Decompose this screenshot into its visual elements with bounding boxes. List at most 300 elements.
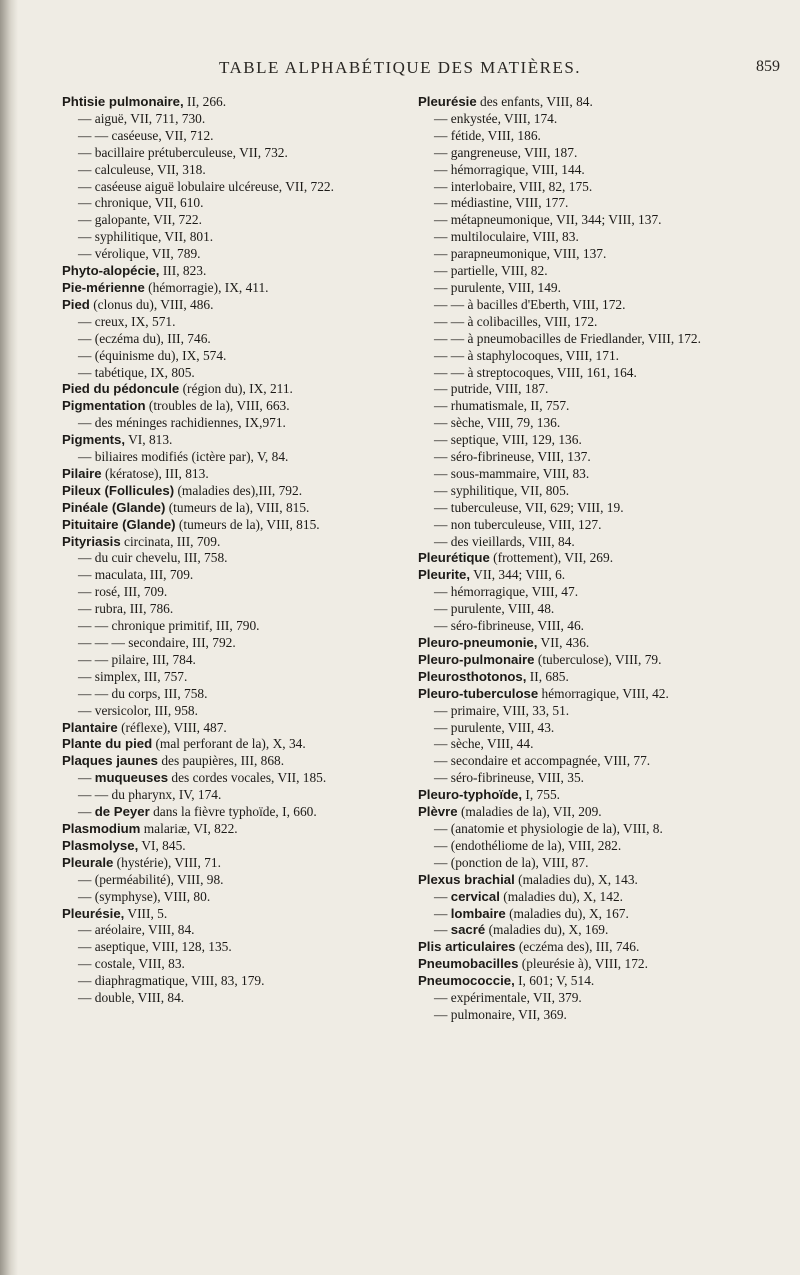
subentry-text: métapneumonique, VII, 344; VIII, 137.	[450, 212, 662, 228]
subentry-dash: —	[434, 499, 448, 515]
entry-term: Pinéale (Glande)	[62, 499, 166, 515]
subentry-dash: —	[434, 753, 448, 769]
subentry-text: putride, VIII, 187.	[450, 381, 549, 397]
entry-reference: (pleurésie à), VIII, 172.	[518, 956, 648, 972]
index-entry	[62, 838, 392, 855]
index-subentry	[418, 922, 748, 939]
entry-reference: VII, 436.	[537, 635, 590, 650]
subentry-dash: —	[434, 601, 448, 617]
index-subentry	[418, 162, 748, 179]
entry-term: Pleurosthotonos,	[418, 668, 527, 684]
index-subentry	[62, 550, 392, 567]
index-subentry	[418, 990, 748, 1007]
index-entry	[62, 280, 392, 297]
subentry-text: primaire, VIII, 33, 51.	[450, 702, 570, 718]
index-entry	[418, 669, 748, 686]
subentry-dash: —	[434, 144, 448, 160]
subentry-term: sacré	[450, 922, 486, 938]
subentry-dash: —	[434, 465, 448, 481]
entry-reference: VII, 344; VIII, 6.	[470, 567, 566, 583]
subentry-text: secondaire et accompagnée, VIII, 77.	[450, 753, 651, 769]
subentry-dash: —	[78, 364, 92, 380]
entry-term: Plantaire	[62, 719, 118, 735]
subentry-text: (maladies du), X, 167.	[505, 905, 629, 921]
subentry-text: gangreneuse, VIII, 187.	[450, 144, 578, 160]
entry-reference: des enfants, VIII, 84.	[476, 94, 593, 109]
subentry-text: pulmonaire, VII, 369.	[450, 1006, 567, 1022]
subentry-text: à staphylocoques, VIII, 171.	[467, 347, 619, 363]
subentry-text: (endothéliome de la), VIII, 282.	[450, 837, 622, 853]
subentry-text: à bacilles d'Eberth, VIII, 172.	[467, 296, 626, 312]
index-subentry	[418, 432, 748, 449]
subentry-text: simplex, III, 757.	[94, 668, 188, 684]
entry-term: Pleurétique	[418, 550, 490, 566]
subentry-dash: —	[434, 432, 448, 448]
index-subentry	[62, 922, 392, 939]
entry-term: Pleurésie,	[62, 905, 125, 921]
subentry-text: du cuir chevelu, III, 758.	[94, 550, 228, 566]
entry-reference: (kératose), III, 813.	[101, 465, 209, 481]
entry-reference: (frottement), VII, 269.	[489, 550, 614, 566]
entry-reference: hémorragique, VIII, 42.	[538, 685, 669, 701]
entry-reference: (tuberculose), VIII, 79.	[534, 651, 662, 667]
subentry-text: dans la fièvre typhoïde, I, 660.	[149, 804, 317, 820]
entry-reference: III, 823.	[159, 263, 207, 279]
subentry-text: bacillaire prétuberculeuse, VII, 732.	[94, 144, 288, 160]
subentry-dash: —	[78, 601, 92, 617]
subentry-text: biliaires modifiés (ictère par), V, 84.	[94, 449, 289, 465]
index-subentry	[62, 770, 392, 787]
index-subentry	[418, 449, 748, 466]
index-subentry	[62, 601, 392, 618]
entry-reference: (troubles de la), VIII, 663.	[145, 398, 290, 414]
subentry-dash: —	[78, 161, 92, 177]
entry-term: Pied du pédoncule	[62, 381, 180, 397]
subentry-text: du pharynx, IV, 174.	[111, 787, 222, 803]
subentry-text: sèche, VIII, 44.	[450, 736, 534, 752]
subentry-dash: —	[434, 618, 448, 634]
index-subentry	[62, 618, 392, 635]
entry-term: Pituitaire (Glande)	[62, 516, 176, 532]
subentry-text: aréolaire, VIII, 84.	[94, 922, 195, 938]
entry-reference: VIII, 5.	[124, 905, 168, 921]
subentry-dash: —	[78, 804, 92, 820]
entry-term: Pneumococcie,	[418, 973, 515, 989]
entry-reference: (mal perforant de la), X, 34.	[152, 736, 306, 752]
index-subentry	[62, 872, 392, 889]
subentry-dash: —	[434, 178, 448, 194]
subentry-text: séro-fibrineuse, VIII, 35.	[450, 770, 584, 786]
index-subentry	[418, 179, 748, 196]
entry-reference: (tumeurs de la), VIII, 815.	[175, 516, 320, 532]
entry-reference: (eczéma des), III, 746.	[515, 939, 640, 955]
index-subentry	[62, 584, 392, 601]
entry-term: Plasmodium	[62, 820, 141, 836]
entry-term: Pleurale	[62, 854, 114, 870]
subentry-dash: —	[78, 347, 92, 363]
index-subentry	[62, 246, 392, 263]
index-subentry	[418, 111, 748, 128]
index-subentry	[418, 246, 748, 263]
entry-term: Pigments,	[62, 432, 126, 448]
subentry-dash: —	[434, 719, 448, 735]
subentry-dash: —	[78, 415, 92, 431]
index-subentry	[418, 736, 748, 753]
index-subentry	[62, 229, 392, 246]
entry-reference: (hémorragie), IX, 411.	[144, 279, 269, 295]
index-entry	[62, 753, 392, 770]
subentry-text: (symphyse), VIII, 80.	[94, 888, 211, 904]
entry-term: Phyto-alopécie,	[62, 263, 160, 279]
subentry-term: muqueuses	[94, 770, 169, 786]
index-entry	[418, 956, 748, 973]
subentry-text: (anatomie et physiologie de la), VIII, 8.	[450, 820, 663, 836]
subentry-text: hémorragique, VIII, 47.	[450, 584, 579, 600]
index-subentry	[62, 686, 392, 703]
index-subentry	[62, 939, 392, 956]
subentry-dash: — —	[78, 787, 109, 803]
subentry-text: (maladies du), X, 142.	[499, 888, 623, 904]
index-subentry	[418, 297, 748, 314]
entry-term: Pileux (Follicules)	[62, 482, 175, 498]
index-entry	[418, 973, 748, 990]
index-subentry	[62, 990, 392, 1007]
index-subentry	[418, 821, 748, 838]
subentry-dash: —	[434, 516, 448, 532]
subentry-dash: — —	[434, 313, 465, 329]
subentry-text: calculeuse, VII, 318.	[94, 161, 206, 177]
index-subentry	[418, 770, 748, 787]
subentry-dash: —	[434, 905, 448, 921]
index-subentry	[62, 652, 392, 669]
index-subentry	[62, 314, 392, 331]
index-subentry	[418, 906, 748, 923]
subentry-text: costale, VIII, 83.	[94, 956, 185, 972]
running-title: TABLE ALPHABÉTIQUE DES MATIÈRES.	[218, 58, 582, 77]
index-subentry	[418, 145, 748, 162]
subentry-text: des cordes vocales, VII, 185.	[168, 770, 327, 786]
subentry-dash: —	[78, 770, 92, 786]
subentry-dash: —	[434, 415, 448, 431]
index-subentry	[62, 889, 392, 906]
subentry-text: expérimentale, VII, 379.	[450, 990, 582, 1006]
index-subentry	[418, 483, 748, 500]
subentry-text: des vieillards, VIII, 84.	[450, 533, 575, 549]
subentry-dash: —	[434, 449, 448, 465]
index-subentry	[62, 449, 392, 466]
subentry-dash: —	[78, 567, 92, 583]
entry-term: Pleuro-tuberculose	[418, 685, 539, 701]
index-subentry	[62, 956, 392, 973]
subentry-dash: —	[434, 398, 448, 414]
entry-term: Pityriasis	[62, 533, 121, 549]
subentry-text: (eczéma du), III, 746.	[94, 330, 211, 346]
subentry-text: galopante, VII, 722.	[94, 212, 202, 228]
index-subentry	[418, 314, 748, 331]
subentry-text: caséeuse, VII, 712.	[111, 127, 214, 143]
index-entry	[62, 821, 392, 838]
index-subentry	[418, 263, 748, 280]
subentry-text: multiloculaire, VIII, 83.	[450, 229, 579, 245]
subentry-text: du corps, III, 758.	[111, 685, 208, 701]
subentry-text: séro-fibrineuse, VIII, 46.	[450, 618, 584, 634]
subentry-text: tabétique, IX, 805.	[94, 364, 195, 380]
subentry-text: fétide, VIII, 186.	[450, 127, 541, 143]
subentry-text: versicolor, III, 958.	[94, 702, 198, 718]
entry-term: Plèvre	[418, 804, 458, 820]
subentry-dash: —	[78, 939, 92, 955]
index-subentry	[418, 381, 748, 398]
subentry-text: purulente, VIII, 149.	[450, 279, 561, 295]
entry-term: Plexus brachial	[418, 871, 515, 887]
subentry-dash: —	[78, 449, 92, 465]
index-entry	[418, 635, 748, 652]
subentry-dash: —	[434, 820, 448, 836]
subentry-text: à pneumobacilles de Friedlander, VIII, 172.	[467, 330, 701, 346]
index-entry	[62, 534, 392, 551]
subentry-dash: —	[78, 212, 92, 228]
entry-reference: circinata, III, 709.	[120, 533, 221, 549]
index-subentry	[62, 635, 392, 652]
entry-reference: II, 685.	[526, 668, 569, 684]
subentry-dash: —	[434, 195, 448, 211]
index-subentry	[62, 415, 392, 432]
index-subentry	[418, 415, 748, 432]
index-entry	[418, 550, 748, 567]
index-subentry	[418, 212, 748, 229]
subentry-text: chronique, VII, 610.	[94, 195, 204, 211]
subentry-dash: —	[78, 990, 92, 1006]
subentry-text: séro-fibrineuse, VIII, 137.	[450, 449, 591, 465]
entry-term: Plante du pied	[62, 736, 153, 752]
subentry-dash: — —	[78, 685, 109, 701]
index-entry	[62, 381, 392, 398]
entry-reference: VI, 845.	[138, 837, 186, 853]
index-subentry	[62, 111, 392, 128]
subentry-text: vérolique, VII, 789.	[94, 246, 201, 262]
index-subentry	[62, 348, 392, 365]
index-entry	[62, 94, 392, 111]
index-entry	[62, 855, 392, 872]
subentry-dash: — — —	[78, 635, 125, 650]
index-subentry	[418, 365, 748, 382]
subentry-dash: —	[434, 770, 448, 786]
subentry-dash: —	[434, 888, 448, 904]
subentry-text: (perméabilité), VIII, 98.	[94, 871, 224, 887]
index-entry	[62, 500, 392, 517]
index-subentry	[62, 145, 392, 162]
subentry-dash: —	[434, 482, 448, 498]
subentry-dash: —	[78, 178, 92, 194]
index-subentry	[418, 584, 748, 601]
subentry-dash: — —	[78, 651, 109, 667]
subentry-dash: —	[434, 736, 448, 752]
index-subentry	[418, 703, 748, 720]
subentry-text: à streptocoques, VIII, 161, 164.	[467, 364, 637, 380]
index-subentry	[62, 669, 392, 686]
index-subentry	[62, 212, 392, 229]
subentry-term: de Peyer	[94, 804, 150, 820]
index-subentry	[62, 128, 392, 145]
subentry-dash: —	[434, 837, 448, 853]
subentry-text: chronique primitif, III, 790.	[111, 618, 260, 634]
index-entry	[418, 567, 748, 584]
index-subentry	[62, 567, 392, 584]
entry-reference: (tumeurs de la), VIII, 815.	[165, 499, 310, 515]
entry-reference: (maladies des),III, 792.	[174, 482, 303, 498]
subentry-dash: —	[434, 263, 448, 279]
index-entry	[62, 483, 392, 500]
index-column-right	[418, 94, 748, 1024]
subentry-dash: —	[78, 702, 92, 718]
entry-term: Pleuro-pneumonie,	[418, 635, 538, 650]
subentry-dash: —	[434, 1006, 448, 1022]
index-subentry	[62, 973, 392, 990]
index-entry	[62, 263, 392, 280]
index-entry	[62, 517, 392, 534]
subentry-dash: —	[78, 246, 92, 262]
subentry-dash: —	[78, 229, 92, 245]
subentry-dash: —	[78, 550, 92, 566]
subentry-dash: —	[434, 229, 448, 245]
entry-reference: (hystérie), VIII, 71.	[113, 854, 221, 870]
subentry-term: cervical	[450, 888, 500, 904]
subentry-text: (ponction de la), VIII, 87.	[450, 854, 589, 870]
subentry-dash: —	[78, 888, 92, 904]
index-subentry	[418, 855, 748, 872]
binding-shadow	[0, 0, 18, 1275]
entry-term: Pleuro-pulmonaire	[418, 651, 535, 667]
subentry-dash: — —	[78, 127, 109, 143]
entry-reference: (région du), IX, 211.	[179, 381, 293, 397]
entry-term: Pleurésie	[418, 94, 477, 109]
index-column-left	[62, 94, 392, 1007]
index-subentry	[62, 703, 392, 720]
index-subentry	[418, 195, 748, 212]
subentry-text: sous-mammaire, VIII, 83.	[450, 465, 590, 481]
index-subentry	[418, 534, 748, 551]
subentry-text: septique, VIII, 129, 136.	[450, 432, 582, 448]
subentry-dash: —	[78, 144, 92, 160]
page-number: 859	[756, 58, 780, 75]
subentry-dash: —	[434, 110, 448, 126]
subentry-dash: —	[78, 973, 92, 989]
index-subentry	[418, 720, 748, 737]
subentry-text: sèche, VIII, 79, 136.	[450, 415, 561, 431]
index-subentry	[418, 128, 748, 145]
subentry-dash: —	[434, 279, 448, 295]
subentry-dash: —	[78, 668, 92, 684]
subentry-text: interlobaire, VIII, 82, 175.	[450, 178, 593, 194]
index-subentry	[418, 500, 748, 517]
subentry-text: creux, IX, 571.	[94, 313, 176, 329]
subentry-dash: —	[434, 854, 448, 870]
index-subentry	[418, 618, 748, 635]
subentry-dash: —	[434, 584, 448, 600]
entry-reference: I, 755.	[522, 787, 560, 803]
subentry-text: (maladies du), X, 169.	[485, 922, 609, 938]
subentry-text: parapneumonique, VIII, 137.	[450, 246, 607, 262]
entry-term: Pneumobacilles	[418, 956, 519, 972]
subentry-text: partielle, VIII, 82.	[450, 263, 548, 279]
subentry-dash: —	[78, 871, 92, 887]
subentry-dash: —	[434, 922, 448, 938]
index-subentry	[418, 1007, 748, 1024]
subentry-text: aseptique, VIII, 128, 135.	[94, 939, 232, 955]
index-subentry	[418, 753, 748, 770]
subentry-dash: — —	[434, 296, 465, 312]
subentry-text: syphilitique, VII, 805.	[450, 482, 570, 498]
index-entry	[62, 906, 392, 923]
index-subentry	[418, 601, 748, 618]
subentry-dash: —	[78, 313, 92, 329]
entry-reference: VI, 813.	[125, 432, 173, 448]
index-entry	[418, 686, 748, 703]
subentry-text: enkystée, VIII, 174.	[450, 110, 558, 126]
subentry-dash: —	[434, 212, 448, 228]
subentry-text: purulente, VIII, 48.	[450, 601, 555, 617]
entry-term: Plis articulaires	[418, 939, 516, 955]
index-entry	[418, 939, 748, 956]
subentry-text: rubra, III, 786.	[94, 601, 174, 617]
subentry-dash: —	[78, 110, 92, 126]
subentry-dash: —	[434, 533, 448, 549]
subentry-dash: —	[434, 127, 448, 143]
entry-term: Pie-mérienne	[62, 279, 145, 295]
subentry-term: lombaire	[450, 905, 506, 921]
entry-term: Plaques jaunes	[62, 753, 159, 769]
index-subentry	[418, 331, 748, 348]
subentry-dash: —	[434, 246, 448, 262]
subentry-text: tuberculeuse, VII, 629; VIII, 19.	[450, 499, 624, 515]
index-entry	[418, 652, 748, 669]
subentry-text: non tuberculeuse, VIII, 127.	[450, 516, 602, 532]
subentry-text: rhumatismale, II, 757.	[450, 398, 570, 414]
index-subentry	[62, 331, 392, 348]
index-subentry	[62, 162, 392, 179]
entry-term: Pleurite,	[418, 567, 471, 583]
page-header	[60, 58, 780, 82]
index-entry	[418, 804, 748, 821]
subentry-dash: —	[434, 702, 448, 718]
subentry-dash: —	[434, 990, 448, 1006]
index-entry	[62, 297, 392, 314]
entry-reference: (maladies du), X, 143.	[514, 871, 638, 887]
entry-term: Pilaire	[62, 465, 102, 481]
subentry-text: purulente, VIII, 43.	[450, 719, 555, 735]
index-subentry	[62, 804, 392, 821]
subentry-dash: — —	[434, 364, 465, 380]
entry-reference: (maladies de la), VII, 209.	[457, 804, 602, 820]
subentry-text: des méninges rachidiennes, IX,971.	[94, 415, 286, 431]
index-entry	[62, 398, 392, 415]
index-subentry	[418, 466, 748, 483]
subentry-dash: —	[78, 584, 92, 600]
subentry-text: pilaire, III, 784.	[111, 651, 196, 667]
subentry-dash: — —	[434, 330, 465, 346]
entry-term: Pied	[62, 296, 90, 312]
subentry-dash: —	[78, 922, 92, 938]
entry-term: Plasmolyse,	[62, 837, 139, 853]
index-subentry	[418, 517, 748, 534]
subentry-text: à colibacilles, VIII, 172.	[467, 313, 598, 329]
subentry-dash: — —	[434, 347, 465, 363]
entry-term: Phtisie pulmonaire,	[62, 94, 184, 109]
index-subentry	[62, 365, 392, 382]
subentry-text: secondaire, III, 792.	[128, 635, 236, 650]
subentry-text: médiastine, VIII, 177.	[450, 195, 569, 211]
subentry-text: double, VIII, 84.	[94, 990, 185, 1006]
